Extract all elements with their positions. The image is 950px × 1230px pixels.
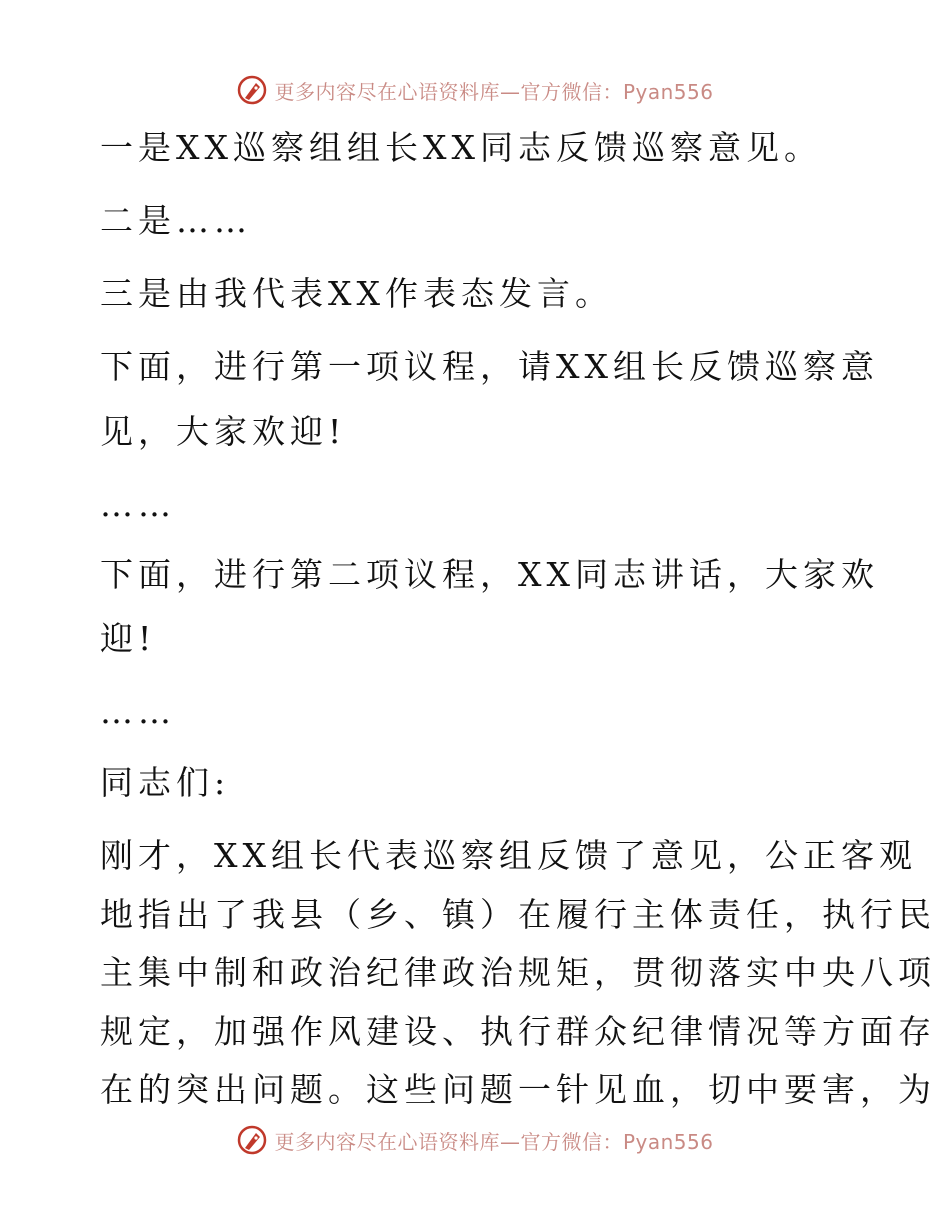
header-banner — [0, 68, 950, 112]
body-line: 同志们: — [100, 763, 231, 802]
body-line: 下面，进行第一项议程，请XX组长反馈巡察意 — [100, 347, 879, 386]
footer-banner-text: 更多内容尽在心语资料库—官方微信：Pyan556 — [274, 1129, 714, 1154]
body-line: 下面，进行第二项议程，XX同志讲话，大家欢 — [100, 555, 879, 594]
pen-logo-icon — [236, 1124, 268, 1156]
body-line: 刚才，XX组长代表巡察组反馈了意见，公正客观 — [100, 836, 917, 875]
body-line: 主集中制和政治纪律政治规矩，贯彻落实中央八项 — [100, 953, 936, 992]
body-line: 规定，加强作风建设、执行群众纪律情况等方面存 — [100, 1012, 936, 1051]
body-line: 在的突出问题。这些问题一针见血，切中要害，为 — [100, 1070, 936, 1109]
body-line: …… — [100, 692, 176, 731]
body-line: 地指出了我县（乡、镇）在履行主体责任，执行民 — [100, 895, 936, 934]
body-line: 迎! — [100, 619, 157, 658]
body-line: 一是XX巡察组组长XX同志反馈巡察意见。 — [100, 128, 822, 167]
body-line: 二是…… — [100, 201, 252, 240]
header-banner-text: 更多内容尽在心语资料库—官方微信：Pyan556 — [274, 79, 714, 104]
body-line: 三是由我代表XX作表态发言。 — [100, 274, 613, 313]
body-line: …… — [100, 485, 176, 524]
body-line: 见，大家欢迎! — [100, 412, 347, 451]
pen-logo-icon — [236, 74, 268, 106]
footer-banner — [0, 1118, 950, 1162]
